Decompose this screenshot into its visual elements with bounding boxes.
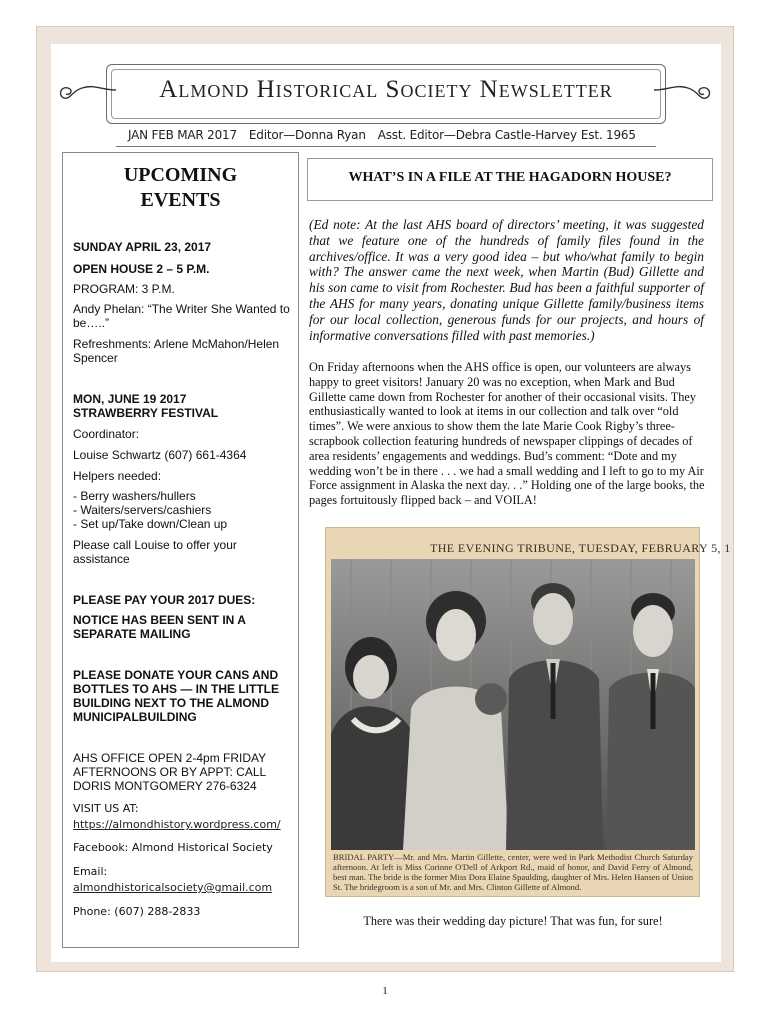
article-headline: WHAT’S IN A FILE AT THE HAGADORN HOUSE?: [348, 170, 672, 185]
email-label: Email:: [73, 865, 108, 878]
assistant-editor: Asst. Editor—Debra Castle-Harvey: [377, 128, 577, 142]
page-number: 1: [382, 985, 388, 997]
event2-date: MON, JUNE 19 2017: [73, 392, 187, 406]
masthead-rule: [116, 146, 656, 147]
established: Est. 1965: [580, 128, 636, 142]
facebook-info: Facebook: Almond Historical Society: [73, 841, 273, 854]
wedding-party-image: [331, 559, 695, 850]
event2-name: STRAWBERRY FESTIVAL: [73, 406, 219, 420]
newsletter-title: Almond Historical Society Newsletter: [159, 76, 613, 103]
list-item: - Berry washers/hullers: [73, 489, 196, 503]
dues-notice: NOTICE HAS BEEN SENT IN A SEPARATE MAILING: [73, 613, 246, 641]
article-body: On Friday afternoons when the AHS office is open, our volunteers are always happy to greet visitors! January 20 was no exception, when Mark and Bud Gillette came down from Rochester for another of their occasional visits. They enthusiastically wanted to look at items in our collection and talk over “old times”. We were anxious to show them the late Marie Cook Rigby’s three-scrapbook collection featuring hundreds of newspaper clippings of decades of area residents’ engagements and weddings. Bud’s comment: “Dote and my wedding won’t be in there . . . we had a small wedding and I left to go to my Air Force assignment in Alaska the next day. . .” Holding one of the large books, the pages fortuitously flipped back – and VOILA!: [309, 360, 705, 508]
clipping-header: THE EVENING TRIBUNE, TUESDAY, FEBRUARY 5, 1: [430, 541, 731, 555]
dues-title: PLEASE PAY YOUR 2017 DUES:: [73, 593, 256, 607]
phone-info: Phone: (607) 288-2833: [73, 905, 201, 918]
event1-speaker: Andy Phelan: “The Writer She Wanted to be…..”: [73, 302, 290, 330]
list-item: - Set up/Take down/Clean up: [73, 517, 228, 531]
photo-caption: There was their wedding day picture! That was fun, for sure!: [363, 914, 663, 928]
clipping-caption: BRIDAL PARTY—Mr. and Mrs. Martin Gillette, center, were wed in Park Methodist Church Saturday afternoon. At left is Miss Corinne O'Dell of Arkport Rd., maid of honor, and David Ferry of Almond, best man. The bride is the former Miss Dora Elaine Spaulding, daughter of Mrs. Helen Hansen of Union St. The bridegroom is a son of Mr. and Mrs. Clinton Gillette of Almond.: [333, 852, 693, 892]
event1-open-house: OPEN HOUSE 2 – 5 P.M.: [73, 262, 210, 276]
editor-note: (Ed note: At the last AHS board of directors’ meeting, it was suggested that we feature one of the hundreds of family files found in the archives/office. It was a very good idea – but who/what family to begin with? The answer came the next week, when Martin (Bud) Gillette and his son came to visit from Rochester. Bud has been a faithful supporter of the AHS for many years, donating unique Gillette family/business items for our local collection, generous funds for our projects, and hours of informative conversations filled with past memories.): [309, 217, 704, 343]
event2-call: Please call Louise to offer your assistance: [73, 538, 237, 566]
editor: Editor—Donna Ryan: [248, 128, 366, 142]
sidebar-title: UPCOMING EVENTS: [123, 164, 238, 211]
list-item: - Waiters/servers/cashiers: [73, 503, 212, 517]
email-link[interactable]: almondhistoricalsociety@gmail.com: [73, 881, 273, 894]
event1-program: PROGRAM: 3 P.M.: [73, 282, 175, 296]
visit-label: VISIT US AT:: [73, 802, 139, 815]
donate-notice: PLEASE DONATE YOUR CANS AND BOTTLES TO AHS — IN THE LITTLE BUILDING NEXT TO THE ALMOND MUNICIPALBUILDING: [73, 668, 279, 724]
issue-date: JAN FEB MAR 2017: [128, 128, 237, 142]
office-hours: AHS OFFICE OPEN 2-4pm FRIDAY AFTERNOONS OR BY APPT: CALL DORIS MONTGOMERY 276-6324: [73, 751, 266, 793]
event1-refreshments: Refreshments: Arlene McMahon/Helen Spencer: [73, 337, 280, 365]
website-link[interactable]: https://almondhistory.wordpress.com/: [73, 818, 281, 831]
issue-info-line: [128, 128, 658, 142]
event2-coordinator: Louise Schwartz (607) 661-4364: [73, 448, 247, 462]
wedding-photo: [331, 559, 695, 850]
event1-date: SUNDAY APRIL 23, 2017: [73, 240, 212, 254]
event2-coordinator-label: Coordinator:: [73, 427, 140, 441]
event2-helpers-list: [73, 489, 295, 531]
event2-helpers-label: Helpers needed:: [73, 469, 162, 483]
